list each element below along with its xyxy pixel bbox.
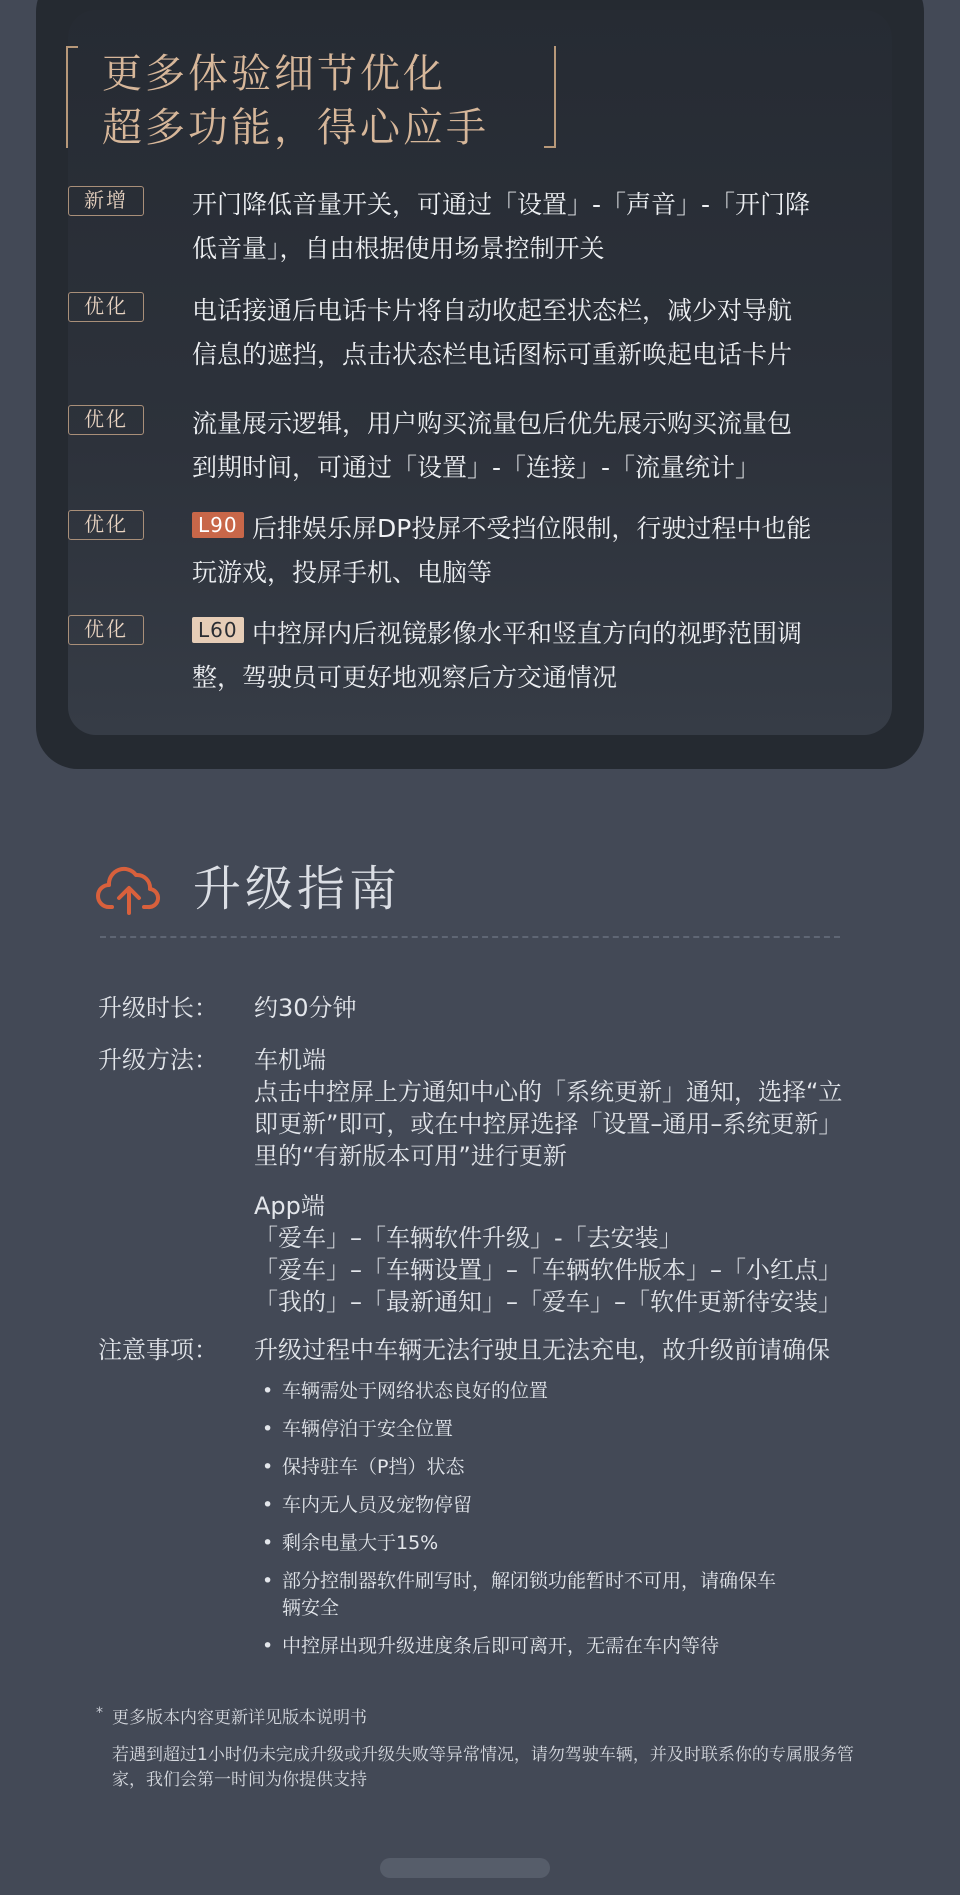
feature-text-line: 开门降低音量开关，可通过「设置」-「声音」-「开门降 <box>192 190 811 219</box>
feature-item <box>68 289 868 379</box>
feature-tag: 新增 <box>68 186 144 216</box>
list-item: • 部分控制器软件刷写时，解闭锁功能暂时不可用，请确保车 <box>262 1568 882 1595</box>
watermark <box>380 1858 550 1878</box>
car-method-line: 即更新”即可，或在中控屏选择「设置–通用–系统更新」 <box>254 1110 843 1138</box>
feature-text <box>192 612 932 700</box>
duration-label: 升级时长： <box>98 994 218 1022</box>
notice-intro: 升级过程中车辆无法行驶且无法充电，故升级前请确保 <box>254 1336 830 1364</box>
feature-text-line: 流量展示逻辑，用户购买流量包后优先展示购买流量包 <box>192 409 793 438</box>
divider <box>100 936 840 938</box>
feature-text-line: 整，驾驶员可更好地观察后方交通情况 <box>192 663 618 692</box>
feature-text <box>192 183 932 271</box>
highlights-heading <box>66 46 556 150</box>
heading-line-2: 超多功能，得心应手 <box>102 105 489 151</box>
feature-tag: 优化 <box>68 615 144 645</box>
notice-list <box>262 1378 882 1660</box>
support-note: 若遇到超过1小时仍未完成升级或升级失败等异常情况，请勿驾驶车辆，并及时联系你的专属服务管家，我们会第一时间为你提供支持 <box>112 1745 854 1790</box>
list-item: • 剩余电量大于15% <box>262 1530 882 1557</box>
duration-value: 约30分钟 <box>254 994 357 1022</box>
feature-tag: 优化 <box>68 405 144 435</box>
feature-item <box>68 612 868 702</box>
cloud-upload-icon <box>96 863 162 919</box>
right-bracket <box>544 46 556 148</box>
list-item-continuation: 辆安全 <box>282 1597 340 1619</box>
app-method-line: 「爱车」–「车辆设置」–「车辆软件版本」–「小红点」 <box>254 1256 842 1284</box>
feature-item <box>68 183 868 273</box>
feature-tag: 优化 <box>68 292 144 322</box>
heading-line-1: 更多体验细节优化 <box>102 51 446 97</box>
list-item: • 中控屏出现升级进度条后即可离开，无需在车内等待 <box>262 1633 882 1660</box>
method-label: 升级方法： <box>98 1046 218 1074</box>
feature-text-line: 玩游戏，投屏手机、电脑等 <box>192 558 493 587</box>
list-item: • 保持驻车（P挡）状态 <box>262 1454 882 1481</box>
car-method-title: 车机端 <box>254 1046 326 1074</box>
feature-item <box>68 402 868 492</box>
feature-text-line: 到期时间，可通过「设置」-「连接」-「流量统计」 <box>192 453 761 482</box>
app-method-line: 「爱车」–「车辆软件升级」-「去安装」 <box>254 1224 683 1252</box>
feature-tag: 优化 <box>68 510 144 540</box>
feature-text-line: 中控屏内后视镜影像水平和竖直方向的视野范围调 <box>252 619 803 648</box>
feature-text-line: 后排娱乐屏DP投屏不受挡位限制，行驶过程中也能 <box>252 514 812 543</box>
list-item: • 车辆停泊于安全位置 <box>262 1416 882 1443</box>
feature-item <box>68 507 868 597</box>
model-badge-l60: L60 <box>192 617 244 643</box>
car-method-line: 点击中控屏上方通知中心的「系统更新」通知，选择“立 <box>254 1078 843 1106</box>
app-method-line: 「我的」–「最新通知」–「爱车」–「软件更新待安装」 <box>254 1288 842 1316</box>
feature-text <box>192 507 932 595</box>
feature-text-line: 信息的遮挡，点击状态栏电话图标可重新唤起电话卡片 <box>192 340 793 369</box>
footnote: 更多版本内容更新详见版本说明书 <box>112 1708 367 1728</box>
car-method-line: 里的“有新版本可用”进行更新 <box>254 1142 567 1170</box>
note-asterisk: * <box>96 1705 103 1721</box>
list-item: • 车内无人员及宠物停留 <box>262 1492 882 1519</box>
app-method-title: App端 <box>254 1192 325 1220</box>
feature-text-line: 电话接通后电话卡片将自动收起至状态栏，减少对导航 <box>192 296 793 325</box>
feature-text <box>192 289 932 377</box>
model-badge-l90: L90 <box>192 512 244 538</box>
feature-text-line: 低音量」，自由根据使用场景控制开关 <box>192 234 605 263</box>
left-bracket <box>66 46 78 148</box>
notice-label: 注意事项： <box>98 1336 218 1364</box>
feature-text <box>192 402 932 490</box>
guide-title: 升级指南 <box>193 861 402 917</box>
list-item: • 车辆需处于网络状态良好的位置 <box>262 1378 882 1405</box>
